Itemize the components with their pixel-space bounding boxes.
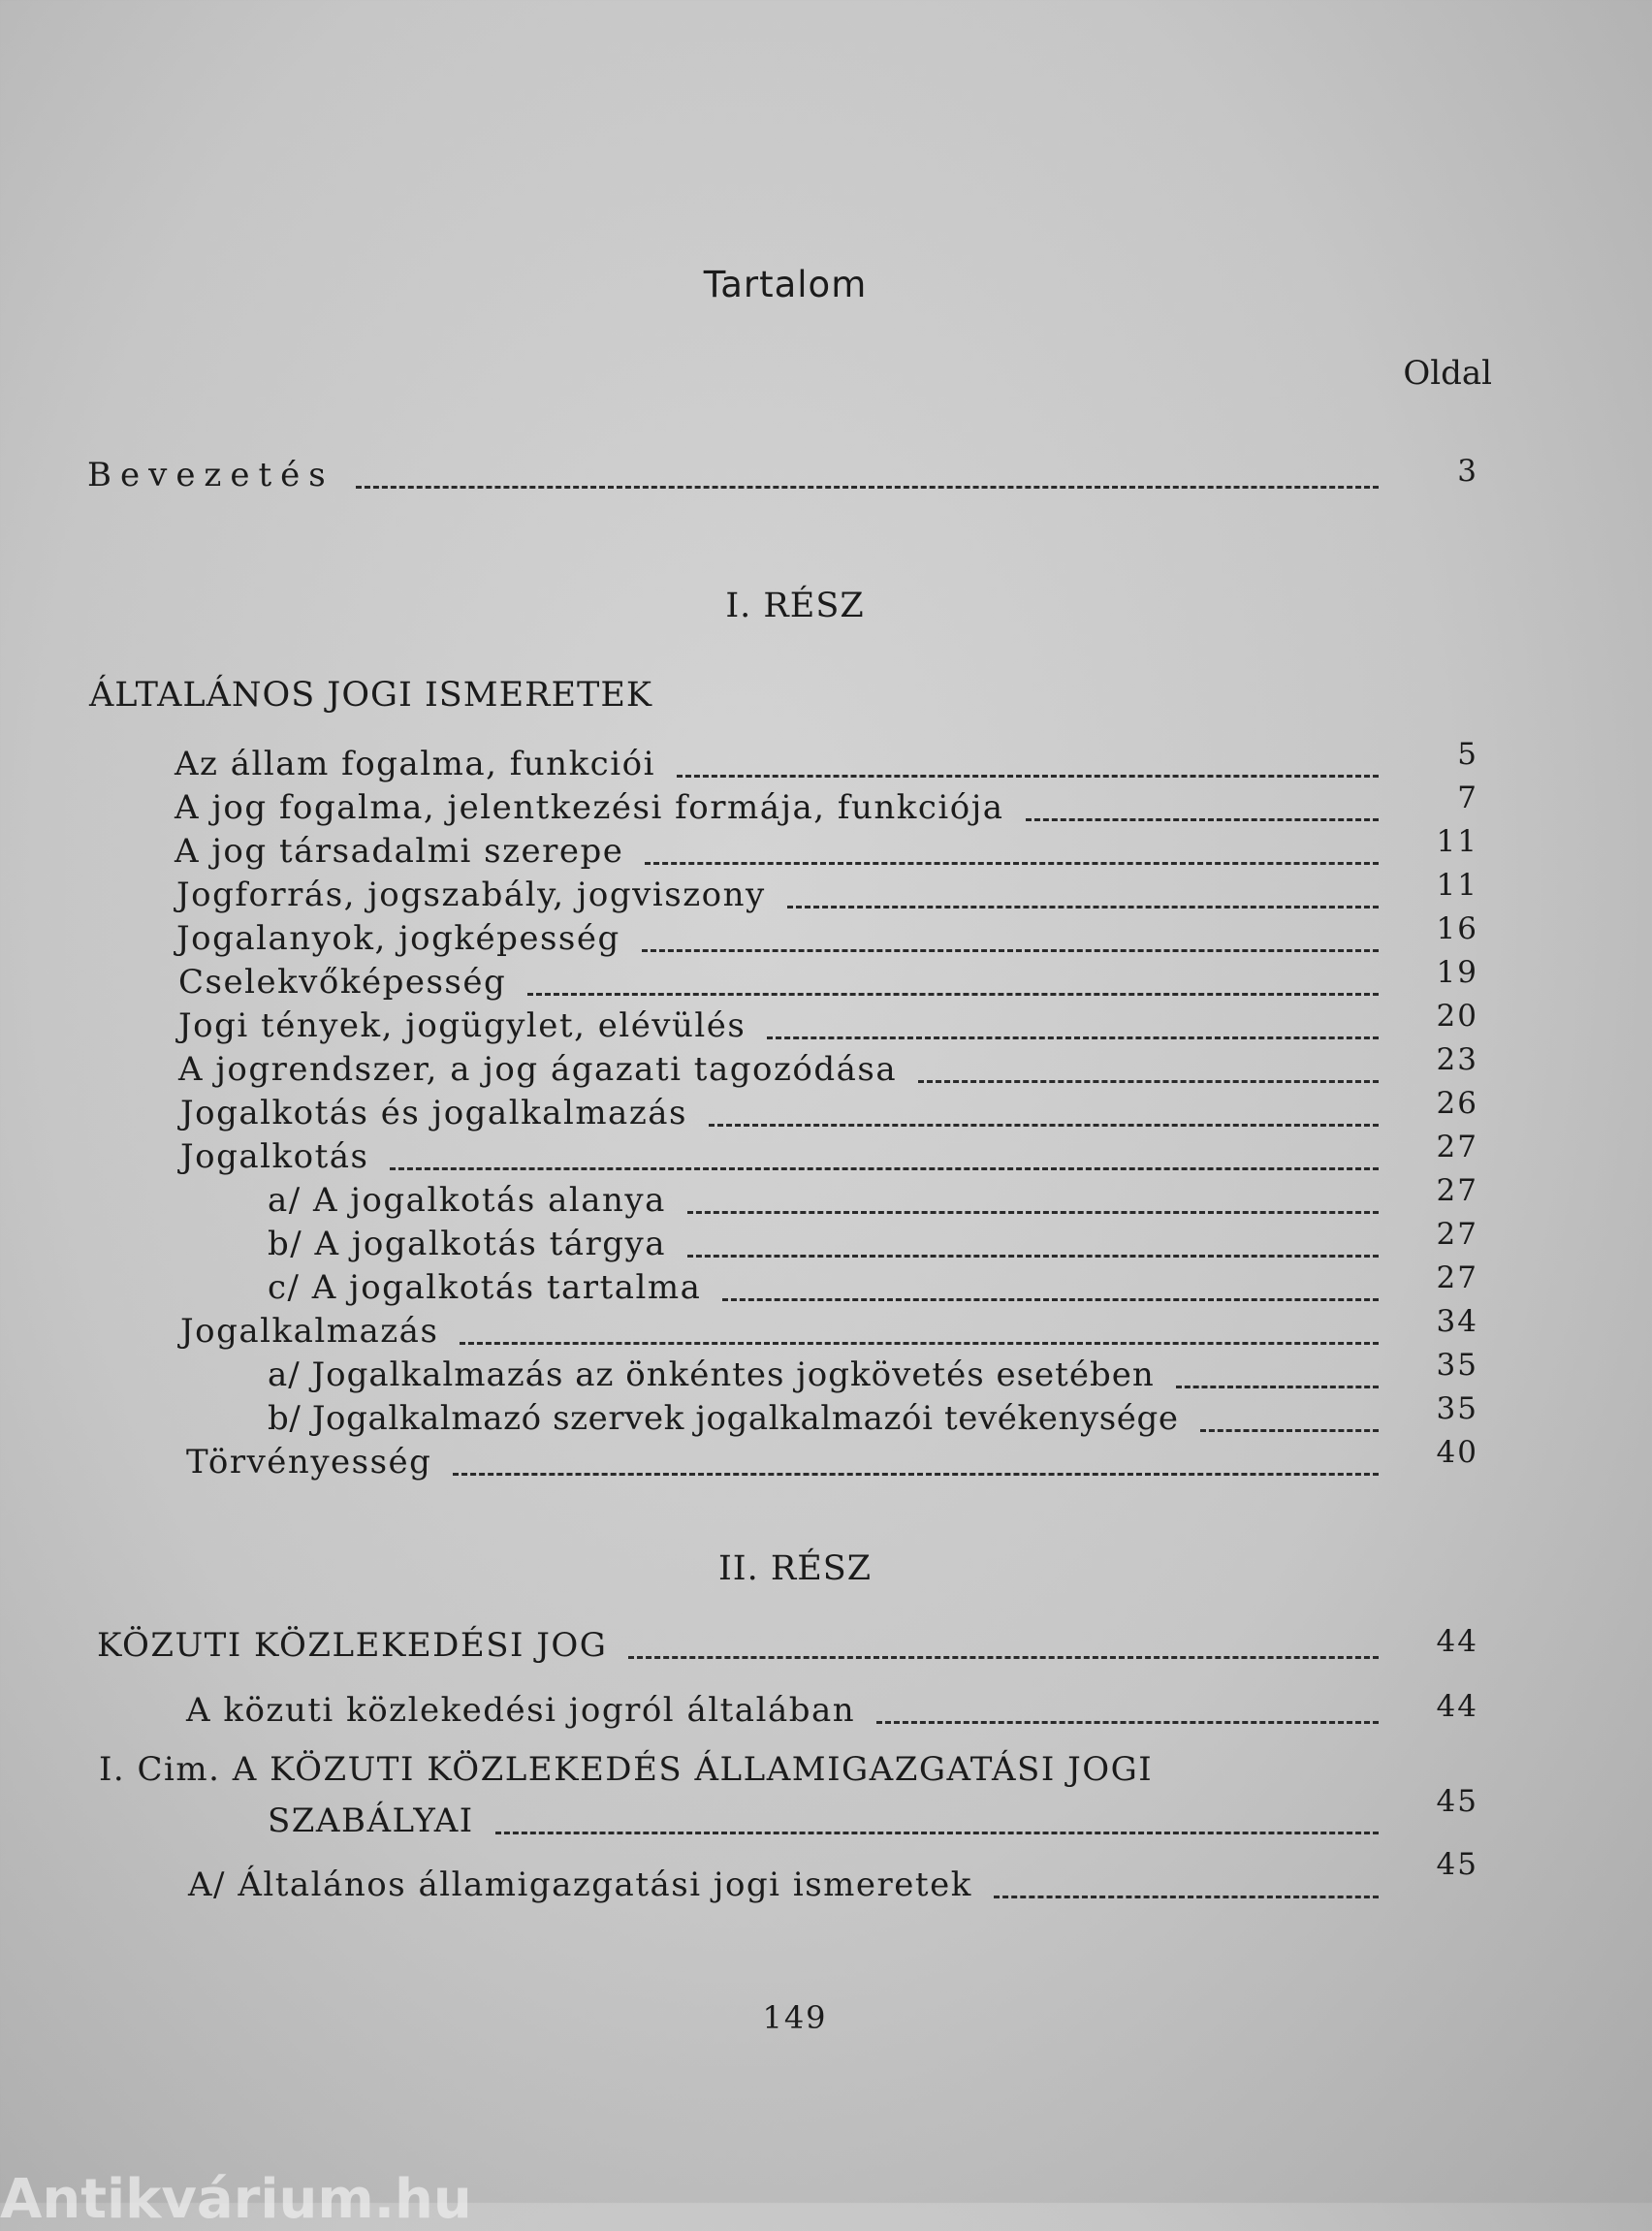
dot-leader xyxy=(453,1473,1379,1476)
toc-entry xyxy=(268,1354,1396,1394)
toc-label: b/ Jogalkalmazó szervek jogalkalmazói tevékenysége xyxy=(268,1399,1179,1438)
toc-label: SZABÁLYAI xyxy=(268,1801,474,1840)
dot-leader xyxy=(527,993,1379,996)
toc-entry xyxy=(268,1223,1396,1263)
toc-entry xyxy=(176,874,1396,914)
toc-page: 11 xyxy=(1436,868,1478,903)
dot-leader xyxy=(1176,1386,1379,1388)
dot-leader xyxy=(687,1255,1379,1258)
toc-page: 45 xyxy=(1436,1847,1478,1882)
toc-entry xyxy=(176,917,1396,958)
dot-leader xyxy=(994,1896,1379,1898)
toc-label: b/ A jogalkotás tárgya xyxy=(268,1225,667,1263)
toc-entry xyxy=(175,830,1396,871)
toc-page: 44 xyxy=(1436,1624,1478,1659)
dot-leader xyxy=(787,906,1379,908)
toc-page: 27 xyxy=(1436,1130,1478,1164)
toc-entry xyxy=(186,1689,1396,1730)
toc-entry xyxy=(178,1004,1396,1045)
toc-label: Jogi tények, jogügylet, elévülés xyxy=(178,1006,747,1045)
dot-leader xyxy=(1200,1429,1379,1432)
dot-leader xyxy=(356,486,1379,489)
toc-label: Bevezetés xyxy=(87,456,334,494)
toc-entry xyxy=(97,1624,1396,1665)
toc-label: c/ A jogalkotás tartalma xyxy=(268,1268,702,1307)
dot-leader xyxy=(722,1298,1379,1301)
toc-label: A közuti közlekedési jogról általában xyxy=(186,1691,856,1730)
dot-leader xyxy=(628,1656,1379,1659)
page-title: Tartalom xyxy=(703,264,868,305)
toc-label: Jogforrás, jogszabály, jogviszony xyxy=(176,876,766,914)
toc-entry xyxy=(268,1266,1396,1307)
part-heading: II. RÉSZ xyxy=(717,1549,873,1588)
part-subheading: ÁLTALÁNOS JOGI ISMERETEK xyxy=(89,676,653,715)
watermark: Antikvárium.hu xyxy=(0,2168,472,2231)
toc-page: 40 xyxy=(1436,1435,1478,1470)
toc-page: 20 xyxy=(1436,999,1478,1034)
toc-label: Törvényesség xyxy=(186,1443,432,1482)
part-heading: I. RÉSZ xyxy=(725,587,865,625)
toc-entry xyxy=(180,1310,1396,1351)
toc-page: 19 xyxy=(1436,955,1478,990)
toc-label: Jogalanyok, jogképesség xyxy=(176,919,620,958)
toc-page: 5 xyxy=(1457,737,1478,772)
toc-entry xyxy=(180,1092,1396,1132)
toc-entry xyxy=(178,961,1396,1002)
toc-label: Jogalkotás és jogalkalmazás xyxy=(180,1094,687,1132)
dot-leader xyxy=(876,1721,1379,1724)
dot-leader xyxy=(495,1832,1379,1834)
page-number: 149 xyxy=(762,1999,828,2036)
toc-entry xyxy=(180,1135,1396,1176)
toc-entry xyxy=(268,1179,1396,1220)
toc-page: 16 xyxy=(1436,911,1478,946)
toc-page: 35 xyxy=(1436,1391,1478,1426)
dot-leader xyxy=(767,1036,1379,1039)
toc-page: 27 xyxy=(1436,1260,1478,1295)
toc-label: Az állam fogalma, funkciói xyxy=(175,745,655,783)
toc-entry xyxy=(175,743,1396,783)
dot-leader xyxy=(918,1080,1379,1083)
dot-leader xyxy=(709,1124,1379,1127)
toc-entry xyxy=(188,1864,1396,1904)
toc-label: A jog társadalmi szerepe xyxy=(175,832,624,871)
dot-leader xyxy=(1026,818,1379,821)
toc-entry-intro xyxy=(87,454,1396,494)
toc-page: 44 xyxy=(1436,1689,1478,1724)
toc-label: a/ Jogalkalmazás az önkéntes jogkövetés esetében xyxy=(268,1355,1155,1394)
toc-page: 35 xyxy=(1436,1348,1478,1383)
dot-leader xyxy=(642,949,1379,952)
toc-entry xyxy=(268,1800,1396,1840)
toc-page: 34 xyxy=(1436,1304,1478,1339)
dot-leader xyxy=(677,775,1379,778)
toc-page: 27 xyxy=(1436,1217,1478,1252)
dot-leader xyxy=(645,862,1379,865)
dot-leader xyxy=(390,1167,1379,1170)
toc-entry xyxy=(178,1048,1396,1089)
dot-leader xyxy=(460,1342,1379,1345)
toc-label: a/ A jogalkotás alanya xyxy=(268,1181,666,1220)
toc-label: A jog fogalma, jelentkezési formája, funkciója xyxy=(175,788,1004,827)
toc-entry xyxy=(186,1441,1396,1482)
toc-label: I. Cim. A KÖZUTI KÖZLEKEDÉS ÁLLAMIGAZGATÁSI JOGI xyxy=(99,1750,1154,1789)
toc-page: 3 xyxy=(1457,454,1478,489)
toc-label: A jogrendszer, a jog ágazati tagozódása xyxy=(178,1050,898,1089)
toc-label: A/ Általános államigazgatási jogi ismeretek xyxy=(188,1865,972,1904)
toc-page: 23 xyxy=(1436,1042,1478,1077)
page-column-header: Oldal xyxy=(1403,354,1492,393)
toc-entry xyxy=(268,1397,1396,1438)
toc-page: 27 xyxy=(1436,1173,1478,1208)
toc-page: 7 xyxy=(1457,781,1478,815)
toc-label: Jogalkalmazás xyxy=(180,1312,439,1351)
toc-entry xyxy=(175,786,1396,827)
toc-page: 45 xyxy=(1436,1784,1478,1819)
toc-page: 11 xyxy=(1436,824,1478,859)
toc-page: 26 xyxy=(1436,1086,1478,1121)
toc-label: Jogalkotás xyxy=(180,1137,369,1176)
toc-label: KÖZUTI KÖZLEKEDÉSI JOG xyxy=(97,1626,608,1665)
dot-leader xyxy=(687,1211,1379,1214)
toc-label: Cselekvőképesség xyxy=(178,963,507,1002)
